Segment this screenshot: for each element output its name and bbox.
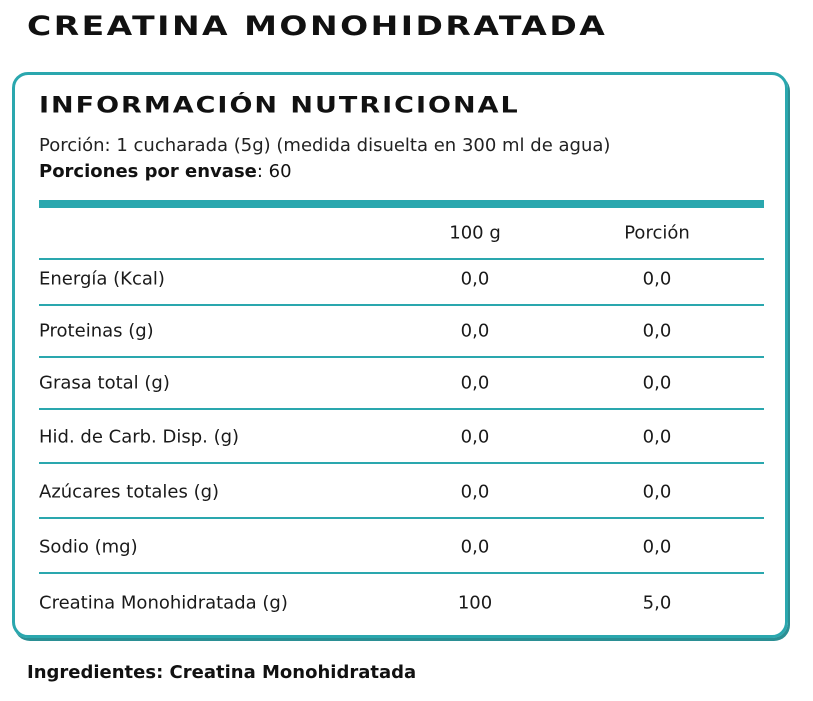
servings-per-container (39, 161, 292, 182)
nutrient-name: Proteinas (g) (39, 320, 154, 342)
nutrient-name: Creatina Monohidratada (g) (39, 592, 288, 614)
table-row: Grasa total (g) 0,0 0,0 (39, 358, 764, 410)
table-row: Energía (Kcal) 0,0 0,0 (39, 254, 764, 306)
table-row: Creatina Monohidratada (g) 100 5,0 (39, 592, 672, 614)
ingredients-label: Ingredientes (27, 662, 157, 683)
nutrient-name: Hid. de Carb. Disp. (g) (39, 426, 240, 448)
product-title: CREATINA MONOHIDRATADA (27, 10, 608, 42)
table-row: Hid. de Carb. Disp. (g) 0,0 0,0 (39, 412, 764, 464)
serving-size-text: Porción: 1 cucharada (5g) (medida disuelta en 300 ml de agua) (39, 135, 611, 156)
nutrient-name: Sodio (mg) (39, 536, 138, 558)
nutrient-name: Energía (Kcal) (39, 268, 165, 290)
servings-per-label: Porciones por envase (39, 161, 257, 182)
table-header-row: 100 g Porción (39, 208, 764, 260)
nutrient-name: Azúcares totales (g) (39, 481, 220, 503)
ingredients-line (27, 662, 416, 683)
ingredients-value: : Creatina Monohidratada (156, 662, 417, 683)
table-row: Sodio (mg) 0,0 0,0 (39, 522, 764, 574)
table-row: Proteinas (g) 0,0 0,0 (39, 306, 764, 358)
nutrient-name: Grasa total (g) (39, 372, 170, 394)
header-divider-bar (39, 200, 764, 208)
table-row: Azúcares totales (g) 0,0 0,0 (39, 467, 764, 519)
nutrition-title: INFORMACIÓN NUTRICIONAL (39, 93, 520, 119)
servings-per-value: : 60 (256, 161, 292, 182)
